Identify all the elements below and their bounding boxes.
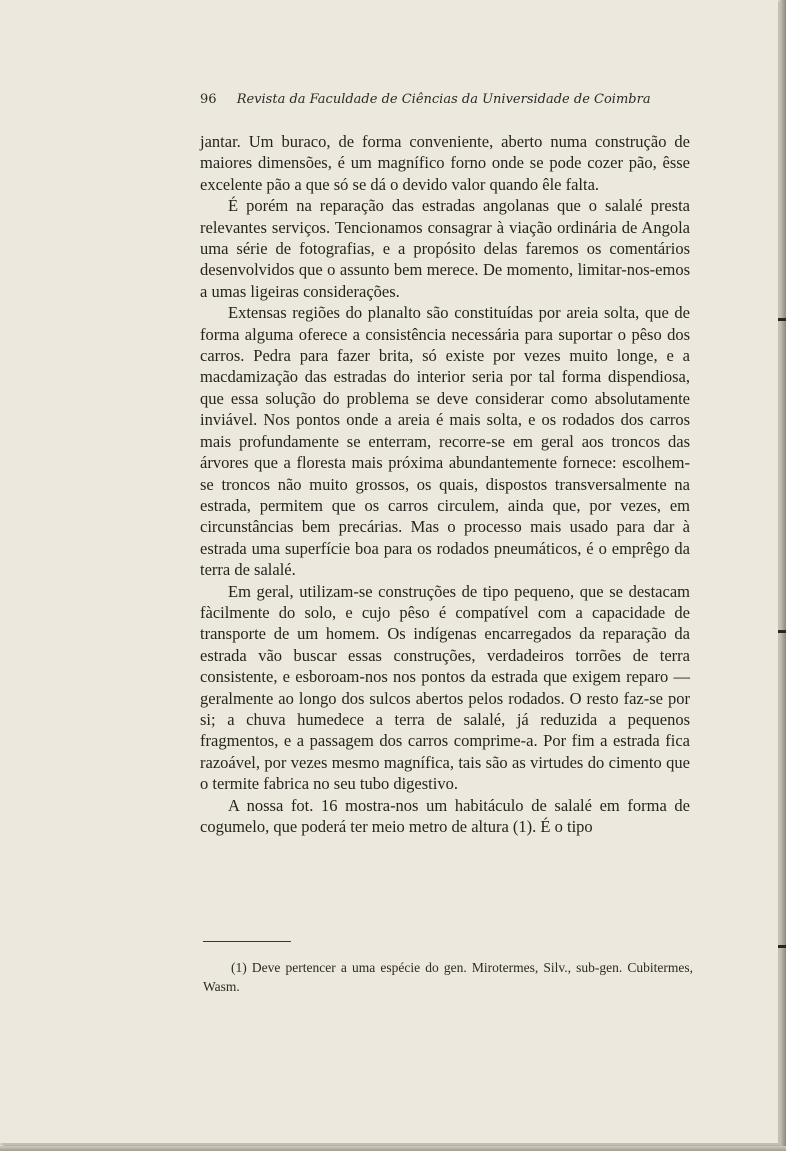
- page-number: 96: [200, 92, 217, 107]
- running-header: [200, 92, 651, 107]
- footnote-marker: (1): [231, 960, 247, 975]
- edge-tab-mark: [778, 630, 786, 633]
- paragraph: Extensas regiões do planalto são constituídas por areia solta, que de forma alguma oferece a consistência necessária para suportar o pêso dos carros. Pedra para fazer brita, só existe por vezes muito longe, e a macdamização das estradas do interior seria por tal forma dispendiosa, que essa solução do problema se deve considerar como absolutamente inviável. Nos pontos onde a areia é mais solta, e os rodados dos carros mais profundamente se enterram, recorre-se em geral aos troncos das árvores que a floresta mais próxima abundantemente fornece: escolhem-se troncos não muito grossos, os quais, dispostos transversalmente na estrada, permitem que os carros circulem, ainda que, por vezes, em circunstâncias bem precárias. Mas o processo mais usado para dar à estrada uma superfície boa para os rodados pneumáticos, é o emprêgo da terra de salalé.: [200, 303, 690, 580]
- paragraph: jantar. Um buraco, de forma conveniente, aberto numa construção de maiores dimensões, é um magnífico forno onde se pode cozer pão, êsse excelente pão a que só se dá o devido valor quando êle falta.: [200, 132, 690, 194]
- paragraph: Em geral, utilizam-se construções de tipo pequeno, que se destacam fàcilmente do solo, e cujo pêso é compatível com a capacidade de transporte de um homem. Os indígenas encarregados da reparação da estrada vão buscar essas construções, verdadeiros torrões de terra consistente, e esboroam-nos nos pontos da estrada que exigem reparo — geralmente ao longo dos sulcos abertos pelos rodados. O resto faz-se por si; a chuva humedece a terra de salalé, já reduzida a pequenos fragmentos, e a passagem dos carros comprime-a. Por fim a estrada fica razoável, por vezes mesmo magnífica, tais são as virtudes do cimento que o termite fabrica no seu tubo digestivo.: [200, 581, 690, 794]
- paragraph: É porém na reparação das estradas angolanas que o salalé presta relevantes serviços. Tencionamos consagrar à viação ordinária de Angola uma série de fotografias, e a propósito delas faremos os comentários desenvolvidos que o assunto bem merece. De momento, limitar-nos-emos a umas ligeiras considerações.: [200, 196, 690, 301]
- page-bottom-edge: [0, 1146, 786, 1151]
- footnote: [203, 958, 693, 996]
- footnote-text: Deve pertencer a uma espécie do gen. Mirotermes, Silv., sub-gen. Cubitermes, Wasm.: [203, 960, 693, 994]
- running-title: Revista da Faculdade de Ciências da Universidade de Coimbra: [236, 92, 651, 107]
- paragraph: A nossa fot. 16 mostra-nos um habitáculo de salalé em forma de cogumelo, que poderá ter meio metro de altura (1). É o tipo: [200, 795, 690, 836]
- body-text: [200, 131, 690, 837]
- edge-tab-mark: [778, 945, 786, 948]
- edge-tab-mark: [778, 318, 786, 321]
- footnote-rule: [203, 941, 291, 942]
- page-edge-shadow: [780, 0, 786, 1151]
